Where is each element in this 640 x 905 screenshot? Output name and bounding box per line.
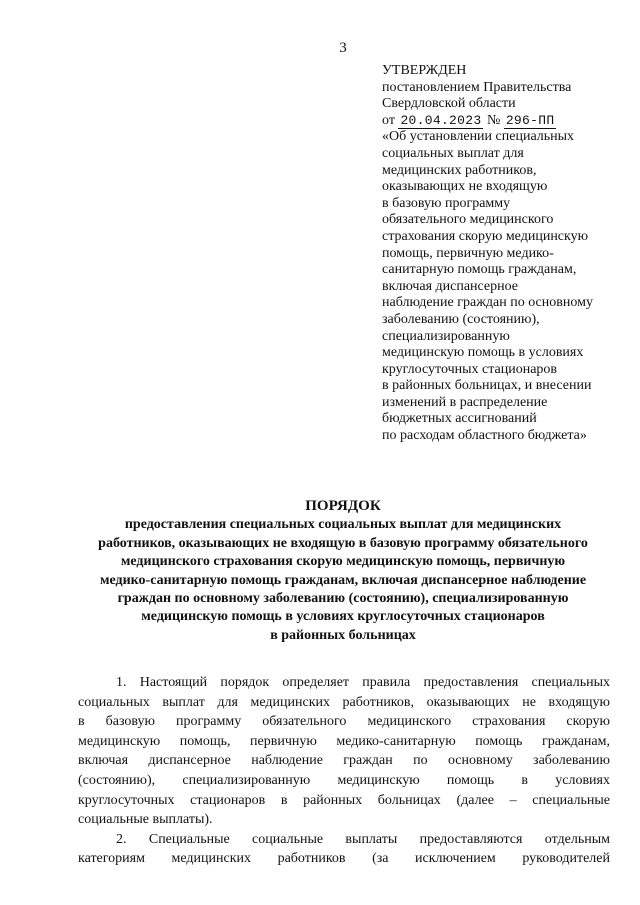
paragraph-2-line: категориям медицинских работников (за исключением руководителей (78, 851, 610, 867)
paragraph-1-line: социальных выплат для медицинских работников, оказывающих не входящую (78, 694, 610, 710)
approval-number: 296-ПП (505, 112, 555, 128)
document-subtitle-line: предоставления специальных социальных выплат для медицинских (124, 517, 562, 533)
approval-subject-line: санитарную помощь гражданам, (382, 262, 577, 278)
document-subtitle-line: медицинского страхования скорую медицинскую помощь, первичную (120, 554, 566, 570)
paragraph-1-line: медицинскую помощь, первичную медико-санитарную помощь гражданам, (78, 733, 610, 749)
approval-subject-line: медицинских работников, (382, 162, 537, 178)
approval-subject-line: по расходам областного бюджета» (382, 428, 587, 444)
approval-subject-line: специализированную (382, 328, 510, 344)
paragraph-1-line: включая диспансерное наблюдение граждан по основному заболеванию (78, 753, 610, 769)
document-subtitle-line: медицинскую помощь в условиях круглосуточных стационаров (141, 609, 545, 625)
paragraph-1-line: (состоянию), специализированную медицинскую помощь в условиях (78, 772, 610, 788)
document-subtitle-line: медико-санитарную помощь гражданам, включая диспансерное наблюдение (99, 572, 587, 588)
paragraph-1-line: социальные выплаты). (78, 812, 213, 828)
page-number: 3 (339, 40, 347, 56)
approval-line: постановлением Правительства (382, 79, 572, 95)
approval-subject-line: страхования скорую медицинскую (382, 228, 589, 244)
paragraph-1-line: в базовую программу обязательного медицинского страхования скорую (78, 714, 610, 730)
approval-date: 20.04.2023 (400, 112, 482, 128)
approval-subject-line: изменений в распределение (382, 394, 548, 410)
approval-heading: УТВЕРЖДЕН (382, 63, 467, 78)
document-title: ПОРЯДОК (305, 498, 381, 514)
approval-subject-line: включая диспансерное (382, 278, 519, 294)
approval-subject-line: бюджетных ассигнований (382, 411, 537, 427)
approval-subject-line: оказывающих не входящую (382, 179, 548, 195)
approval-subject-line: в районных больницах, и внесении (382, 378, 592, 394)
approval-date-line (382, 113, 632, 130)
document-subtitle-line: в районных больницах (270, 627, 416, 643)
approval-subject-line: в базовую программу (382, 195, 511, 211)
approval-subject-line: обязательного медицинского (382, 212, 554, 228)
document-subtitle-line: граждан по основному заболеванию (состоянию), специализированную (117, 591, 569, 607)
document-body (78, 673, 610, 869)
number-prefix: № (486, 112, 501, 128)
approval-line: Свердловской области (382, 96, 516, 112)
approval-subject-line: наблюдение граждан по основному (382, 295, 593, 311)
approval-subject-line: помощь, первичную медико- (382, 245, 554, 261)
approval-stamp (382, 63, 632, 445)
paragraph-1-line: 1. Настоящий порядок определяет правила предоставления специальных (116, 675, 610, 690)
paragraph-1-line: круглосуточных стационаров в районных больницах (далее – специальные (78, 792, 610, 808)
approval-subject-line: «Об установлении специальных (382, 129, 575, 145)
approval-subject-line: медицинскую помощь в условиях (382, 345, 584, 361)
document-title-block (60, 497, 626, 645)
approval-subject-line: социальных выплат для (382, 145, 524, 161)
paragraph-2-line: 2. Специальные социальные выплаты предоставляются отдельным (116, 831, 610, 847)
date-prefix: от (382, 112, 395, 128)
document-subtitle-line: работников, оказывающих не входящую в базовую программу обязательного (98, 535, 588, 551)
approval-subject-line: круглосуточных стационаров (382, 361, 558, 377)
approval-subject-line: заболеванию (состоянию), (382, 311, 540, 327)
